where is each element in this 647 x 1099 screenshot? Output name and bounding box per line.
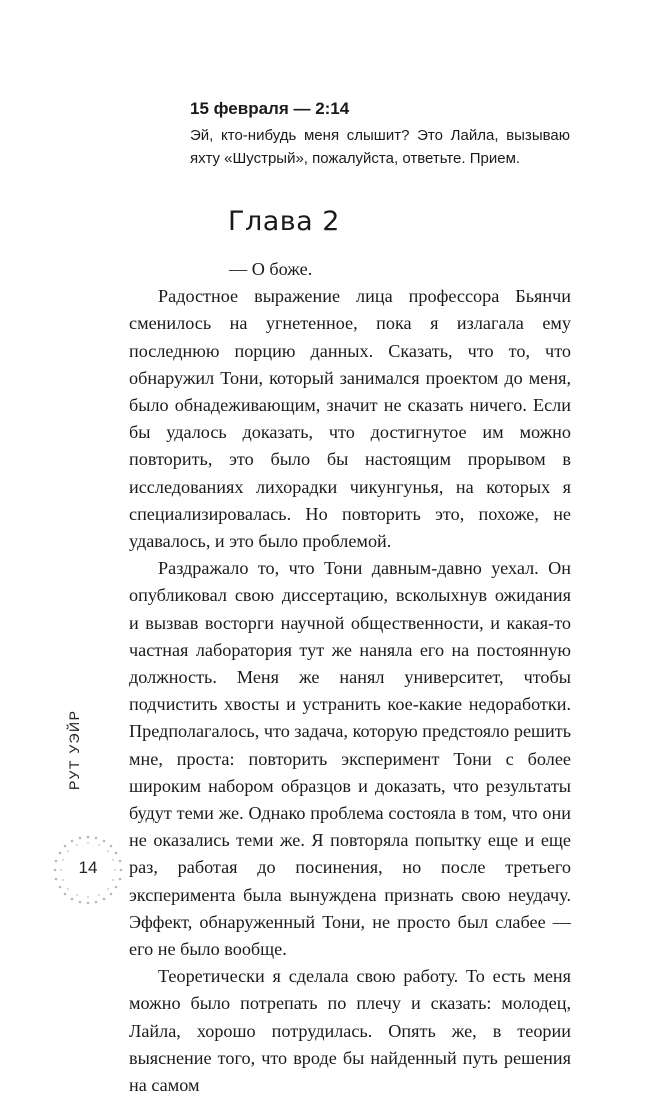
chapter-title: Глава 2 — [228, 206, 340, 237]
radio-log-entry — [190, 98, 570, 170]
chapter-body — [129, 256, 571, 1099]
paragraph: — О боже. — [229, 259, 313, 279]
log-timestamp: 15 февраля — 2:14 — [190, 99, 350, 118]
paragraph: Раздражало то, что Тони давным-давно уехал. Он опубликовал свою диссертацию, всколыхнув ожидания и вызвав восторги научной общественности, и какая-то частная лаборатория тут же наняла его на постоянную должность. Меня же нанял университет, чтобы подчистить хвосты и устранить кое-какие недоработки. Предполагалось, что задача, которую предстояло решить мне, проста: повторить эксперимент Тони с более широким набором образцов и доказать, что результаты будут теми же. Однако проблема состояла в том, что они не оказались теми же. Я повторяла попытку еще и еще раз, работая до посинения, но после третьего эксперимента была вынуждена признать свою неудачу. Эффект, обнаруженный Тони, не просто был слабее — его не было вообще. — [129, 558, 571, 960]
page-number: 14 — [78, 858, 98, 877]
page-number-badge — [52, 834, 124, 906]
running-author-name: РУТ УЭЙР — [66, 709, 82, 790]
paragraph: Радостное выражение лица профессора Бьянчи сменилось на угнетенное, пока я излагала ему последнюю порцию данных. Сказать, что то, что обнаружил Тони, который занимался проектом до меня, было обнадеживающим, значит не сказать ничего. Если бы удалось доказать, что достигнутое им можно повторить, это было бы настоящим прорывом в исследованиях лихорадки чикунгунья, на которых я специализировалась. Но повторить это, похоже, не удавалось, и это было проблемой. — [129, 286, 571, 552]
paragraph: Теоретически я сделала свою работу. То есть меня можно было потрепать по плечу и сказать: молодец, Лайла, хорошо потрудилась. Опять же, в теории выяснение того, что вроде бы найденный путь решения на самом — [129, 966, 571, 1096]
log-message: Эй, кто-нибудь меня слышит? Это Лайла, вызываю яхту «Шустрый», пожалуйста, ответьте. Прием. — [190, 127, 570, 167]
